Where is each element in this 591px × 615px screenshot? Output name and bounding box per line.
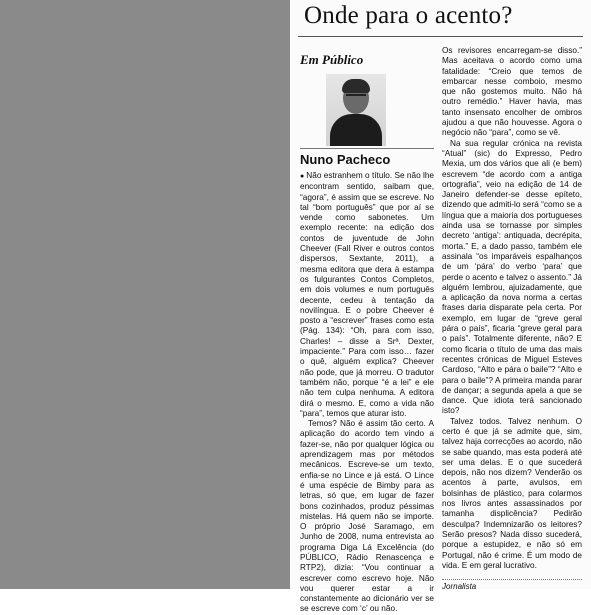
- author-role: Jornalista: [442, 579, 582, 591]
- section-kicker: Em Público: [300, 52, 364, 67]
- right-column: [442, 46, 582, 591]
- bullet-icon: ●: [300, 173, 305, 180]
- headline-rule: [298, 36, 583, 37]
- headline: Onde para o acento?: [304, 2, 513, 29]
- left-column: [300, 46, 434, 615]
- paragraph: Os revisores encarregam-se disso.” Mas aceitava o acordo como uma fatalidade: “Creio que temos de embarcar nesse comboio, mesmo que não gostemos muito. Não há outro remédio.” Haver havia, mas tanto insensato encolher de ombros ajudou a que não houvesse. Agora o negócio não “para”, como se vê.: [442, 46, 582, 138]
- article-body-left: [300, 171, 434, 615]
- paragraph: ● Não estranhem o título. Se não lhe encontram sentido, saibam que, “agora”, é assim que se escreve. No tal “bom português” que por aí se vende como sabonetes. Um exemplo recente: na edição dos contos de juventude de John Cheever (Fall River e outros contos dispersos, Sextante, 2011), a mesma editora que dera à estampa os fulgurantes Contos Completos, em dois volumes e num português decente, cedeu à tentação da novilíngua. E o pobre Cheever é posto a “escrever” frases como esta (Pág. 134): “Oh, para com isso, Charles! – disse a Srª. Dexter, impaciente.” Para com isso… fazer o quê, alguém explica? Cheever não pode, que já morreu. O tradutor também não, porque “é a lei” e ele não tem culpa nenhuma. A editora dirá o mesmo. E, como a vida não “para”, temos que aturar isto.: [300, 171, 435, 418]
- author-photo: [326, 74, 386, 146]
- author-name: Nuno Pacheco: [300, 148, 434, 167]
- article-body-right: [442, 46, 582, 571]
- paragraph: Temos? Não é assim tão certo. A aplicação do acordo tem vindo a fazer-se, não por qualquer lógica ou aprendizagem mas por métodos mecânicos. Escreve-se um texto, enfia-se no Lince e já está. O Lince é uma espécie de Bimby para as letras, só que, em lugar de fazer bons cozinhados, produz péssimas mistelas. Há quem não se importe. O próprio José Saramago, em Junho de 2008, numa entrevista ao programa Diga Lá Excelência (do PÚBLICO, Rádio Renascença e RTP2), dizia: “Vou continuar a escrever como escrevo hoje. Não vou querer estar a ir constantemente ao dicionário ver se se escreve com ‘c’ ou não.: [300, 419, 434, 614]
- newspaper-page: [290, 0, 591, 614]
- blank-gray-margin: [0, 0, 290, 589]
- paragraph: Na sua regular crónica na revista “Atual” (sic) do Expresso, Pedro Mexia, um dos vários que ali (e bem) escrevem “de acordo com a antiga ortografia”, veio na edição de 14 de Janeiro defender-se desse epíteto, dizendo que admiti-lo será “como se a língua que a maioria dos portugueses ainda usa se tornasse por simples decreto ‘antiga’: antiquada, decrépita, morta.” E, a dado passo, também ele assinala “os imparáveis espalhanços de um ‘pára’ do verbo ‘para’ que perde o acento e talvez o assento.” Já alguém lembrou, ajuizadamente, que a aplicação da nova norma a certas frases daria disparate pela certa. Por exemplo, em lugar de “greve geral pára o país”, ficaria “greve geral para o país”. Totalmente diferente, não? E como ficaria o título de uma das mais recentes crónicas de Miguel Esteves Cardoso, “Alto e pára o baile”? “Alto e para o baile”? A primeira manda parar de dançar; a segunda apela a que se dance. Que idiota terá sancionado isto?: [442, 138, 582, 416]
- paragraph: Talvez todos. Talvez nenhum. O certo é que já se admite que, sim, talvez haja correcções ao acordo, não se sabe quando, mas esta poderá até ser uma delas. E o que sucederá depois, não nos dizem? Venderão os acentos à parte, avulsos, em bolsinhas de plástico, para colarmos nos livros antes assassinados por tamanha displicência? Pedirão desculpa? Indemnizarão os leitores? Serão presos? Nada disso sucederá, porque a estupidez, e não só em Portugal, não é crime. É um modo de vida. E em geral lucrativo.: [442, 416, 582, 570]
